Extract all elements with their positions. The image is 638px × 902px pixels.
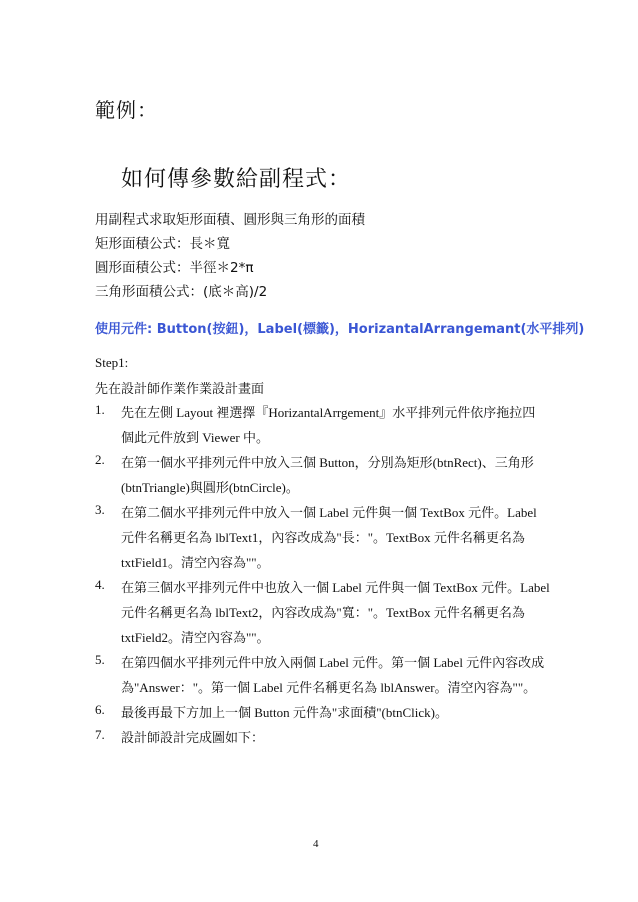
step-text-line: 元件名稱更名為 lblText2，內容改成為"寬："。TextBox 元件名稱更名為 xyxy=(121,605,525,620)
intro-line: 矩形面積公式：長＊寬 xyxy=(95,236,230,252)
step-text-line: 為"Answer："。第一個 Label 元件名稱更名為 lblAnswer。清空內容為""。 xyxy=(121,680,537,695)
step-number: 2. xyxy=(95,452,105,467)
intro-line: 用副程式求取矩形面積、圓形與三角形的面積 xyxy=(95,212,365,228)
intro-line: 三角形面積公式：(底＊高)/2 xyxy=(95,284,268,300)
step-number: 7. xyxy=(95,727,105,742)
page-title: 如何傳參數給副程式： xyxy=(121,167,352,192)
step-text-line: 設計師設計完成圖如下： xyxy=(121,730,265,745)
step-number: 4. xyxy=(95,577,105,592)
step-text-line: 在第四個水平排列元件中放入兩個 Label 元件。第一個 Label 元件內容改成 xyxy=(121,655,545,670)
step-label: Step1: xyxy=(95,355,129,370)
step-text-line: (btnTriangle)與圓形(btnCircle)。 xyxy=(121,480,299,495)
step-number: 6. xyxy=(95,702,105,717)
step-text-line: 在第一個水平排列元件中放入三個 Button，分別為矩形(btnRect)、三角形 xyxy=(121,455,534,470)
step-text-line: 在第二個水平排列元件中放入一個 Label 元件與一個 TextBox 元件。Label xyxy=(121,505,537,520)
page-number: 4 xyxy=(313,838,319,850)
step-description: 先在設計師作業作業設計畫面 xyxy=(95,382,265,397)
step-text-line: 在第三個水平排列元件中也放入一個 Label 元件與一個 TextBox 元件。Label xyxy=(121,580,550,595)
step-text-line: 個此元件放到 Viewer 中。 xyxy=(121,430,269,445)
step-text-line: 元件名稱更名為 lblText1，內容改成為"長："。TextBox 元件名稱更名為 xyxy=(121,530,525,545)
example-heading: 範例： xyxy=(95,98,158,122)
components-line: 使用元件: Button(按鈕)，Label(標籤)，HorizantalArrangemant(水平排列) xyxy=(95,322,585,337)
step-number: 1. xyxy=(95,402,105,417)
step-number: 3. xyxy=(95,502,105,517)
step-text-line: 最後再最下方加上一個 Button 元件為"求面積"(btnClick)。 xyxy=(121,705,448,720)
intro-line: 圓形面積公式：半徑＊2*π xyxy=(95,260,254,276)
step-text-line: 先在左側 Layout 裡選擇『HorizantalArrgement』水平排列元件依序拖拉四 xyxy=(121,405,536,420)
step-text-line: txtField2。清空內容為""。 xyxy=(121,630,270,645)
step-text-line: txtField1。清空內容為""。 xyxy=(121,555,270,570)
step-number: 5. xyxy=(95,652,105,667)
